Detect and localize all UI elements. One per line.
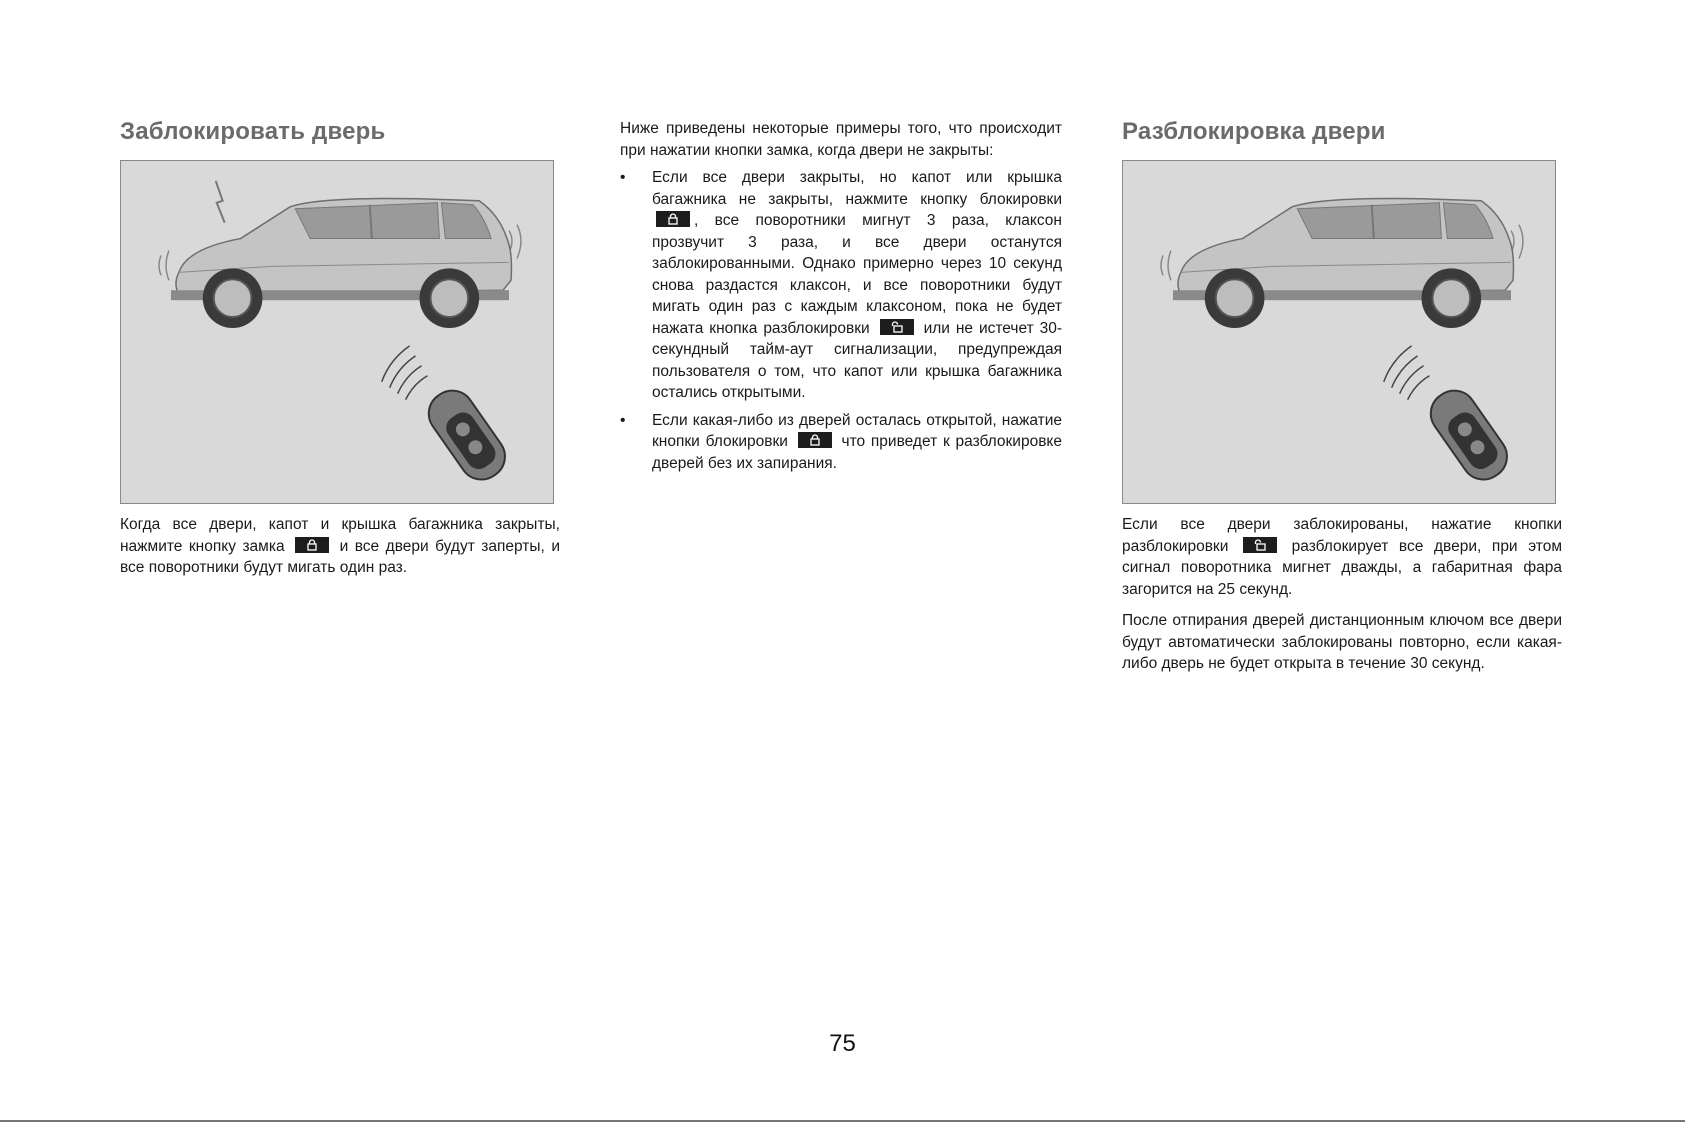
bottom-divider — [0, 1120, 1685, 1122]
unlock-button-icon — [1243, 537, 1277, 553]
auto-relock-paragraph: После отпирания дверей дистанционным ключом все двери будут автоматически заблокированы повторно, если какая-либо дверь не будет открыта в течение 30 секунд. — [1122, 612, 1562, 672]
lock-button-icon — [295, 537, 329, 553]
lock-button-icon — [656, 211, 690, 227]
page-number: 75 — [829, 1030, 856, 1057]
unlock-button-icon — [880, 319, 914, 335]
bullet-mark: • — [620, 411, 626, 429]
car-with-key-fob-lock-illustration — [121, 161, 553, 503]
list-item: • Если все двери закрыты, но капот или крышка багажника не закрыты, нажмите кнопку блокировки , все поворотники мигнут 3 раза, клаксон прозвучит 3 раза, и все двери останутся заблокированными. Однако примерно через 10 секунд снова раздастся клаксон, и все поворотники будут мигать один раз с каждым клаксоном, пока не будет нажата кнопка разблокировки или не истечет 30-секундный тайм-аут сигнализации, предупреждая пользователя о том, что капот или крышка багажника остались открытыми. — [620, 169, 1063, 401]
examples-intro: Ниже приведены некоторые примеры того, что происходит при нажатии кнопки замка, когда двери не закрыты: — [620, 120, 1062, 159]
left-column — [120, 118, 560, 579]
unlock-door-heading: Разблокировка двери — [1122, 118, 1386, 145]
unlock-door-paragraph: Если все двери заблокированы, нажатие кнопки разблокировки разблокирует все двери, при этом сигнал поворотника мигнет дважды, а габаритная фара загорится на 25 секунд. — [1122, 516, 1562, 598]
lock-button-icon — [798, 432, 832, 448]
lock-door-paragraph: Когда все двери, капот и крышка багажника закрыты, нажмите кнопку замка и все двери будут заперты, и все поворотники будут мигать один раз. — [120, 516, 561, 576]
lock-door-figure — [120, 160, 554, 504]
lock-door-heading: Заблокировать дверь — [120, 118, 386, 145]
car-with-key-fob-unlock-illustration — [1123, 161, 1555, 503]
bullet-mark: • — [620, 169, 626, 186]
list-item: • Если какая-либо из дверей осталась открытой, нажатие кнопки блокировки что приведет к разблокировке дверей без их запирания. — [620, 411, 1063, 472]
right-column — [1122, 118, 1562, 675]
examples-list — [620, 167, 1062, 474]
unlock-door-figure — [1122, 160, 1556, 504]
middle-column — [620, 118, 1062, 480]
